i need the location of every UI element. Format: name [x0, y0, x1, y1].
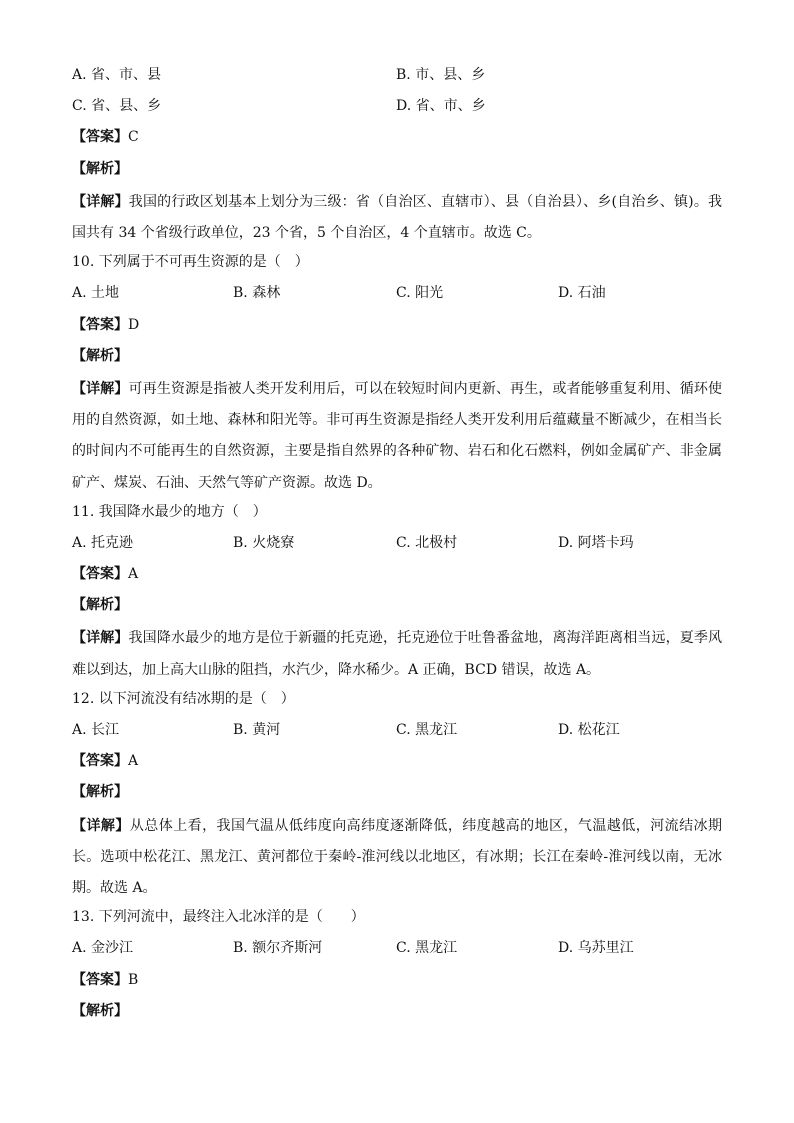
q11-analysis [72, 592, 722, 623]
q9-detail [72, 187, 722, 249]
q12-detail-text: 从总体上看，我国气温从低纬度向高纬度逐渐降低，纬度越高的地区，气温越低，河流结冰期长。选项中松花江、黑龙江、黄河都位于秦岭-淮河线以北地区，有冰期；长江在秦岭-淮河线以南，无冰期。故选 A。 [72, 817, 723, 897]
q12-option-b: B. 黄河 [233, 722, 281, 739]
q13-answer [72, 967, 722, 998]
q10-option-a: A. 土地 [72, 285, 120, 302]
q12-option-a: A. 长江 [72, 722, 120, 739]
q10-option-b: B. 森林 [233, 285, 281, 302]
q11-options [72, 530, 722, 561]
detail-tag: 【详解】 [72, 817, 130, 834]
q11-option-a: A. 托克逊 [72, 534, 134, 551]
answer-tag: 【答案】 [72, 753, 128, 770]
q10-detail [72, 374, 722, 499]
q10-analysis [72, 343, 722, 374]
q11-option-b: B. 火烧寮 [233, 534, 295, 551]
q9-analysis [72, 156, 722, 187]
q10-question: 10. 下列属于不可再生资源的是（ ） [72, 254, 309, 271]
q9-detail-text: 我国的行政区划基本上划分为三级：省（自治区、直辖市）、县（自治县）、乡(自治乡、镇)。我国共有 34 个省级行政单位，23 个省，5 个自治区，4 个直辖市。故选 C。 [72, 193, 723, 241]
q10-option-d: D. 石油 [558, 285, 606, 302]
q10-detail-text: 可再生资源是指被人类开发利用后，可以在较短时间内更新、再生，或者能够重复利用、循环使用的自然资源，如土地、森林和阳光等。非可再生资源是指经人类开发利用后蕴藏量不断减少，在相当长的时间内不可能再生的自然资源，主要是指自然界的各种矿物、岩石和化石燃料，例如金属矿产、非金属矿产、煤炭、石油、天然气等矿产资源。故选 D。 [72, 380, 723, 491]
q12-option-c: C. 黑龙江 [396, 722, 458, 739]
q12-answer [72, 748, 722, 779]
q9-options-row1 [72, 62, 722, 93]
answer-tag: 【答案】 [72, 566, 128, 583]
q10-option-c: C. 阳光 [396, 285, 444, 302]
q13-option-b: B. 额尔齐斯河 [233, 940, 323, 957]
q9-option-a: A. 省、市、县 [72, 67, 162, 83]
q12-detail [72, 811, 722, 905]
analysis-tag: 【解析】 [72, 597, 128, 614]
q10-answer [72, 312, 722, 343]
q11-detail [72, 623, 722, 685]
q12-options [72, 717, 722, 748]
q12-answer-value: A [128, 753, 139, 770]
exam-page [72, 62, 722, 1029]
answer-tag: 【答案】 [72, 129, 128, 146]
analysis-tag: 【解析】 [72, 347, 128, 364]
q9-option-c: C. 省、县、乡 [72, 98, 162, 115]
q11-detail-text: 我国降水最少的地方是位于新疆的托克逊，托克逊位于吐鲁番盆地，离海洋距离相当远，夏季风难以到达，加上高大山脉的阻挡，水汽少，降水稀少。A 正确，BCD 错误，故选 A。 [72, 630, 723, 678]
analysis-tag: 【解析】 [72, 784, 128, 801]
q13-option-d: D. 乌苏里江 [558, 940, 634, 957]
q9-option-b: B. 市、县、乡 [396, 67, 486, 83]
q13-analysis [72, 998, 722, 1029]
q10-answer-value: D [128, 316, 140, 333]
q11-question: 11. 我国降水最少的地方（ ） [72, 503, 267, 520]
q10-options [72, 280, 722, 311]
detail-tag: 【详解】 [72, 193, 129, 210]
q12-analysis [72, 779, 722, 810]
q9-options-row2 [72, 93, 722, 124]
detail-tag: 【详解】 [72, 380, 129, 397]
q11-option-d: D. 阿塔卡玛 [558, 534, 634, 551]
q13-answer-value: B [128, 971, 139, 988]
detail-tag: 【详解】 [72, 630, 129, 647]
q13-option-a: A. 金沙江 [72, 940, 134, 957]
q9-answer-value: C [128, 129, 139, 146]
q12-question: 12. 以下河流没有结冰期的是（ ） [72, 690, 295, 707]
q11-answer-value: A [128, 566, 139, 583]
answer-tag: 【答案】 [72, 316, 128, 333]
answer-tag: 【答案】 [72, 971, 128, 988]
q12-option-d: D. 松花江 [558, 722, 620, 739]
q13-options [72, 935, 722, 966]
q11-answer [72, 561, 722, 592]
q9-answer [72, 124, 722, 155]
q13-question: 13. 下列河流中，最终注入北冰洋的是（ ） [72, 909, 365, 926]
q11-option-c: C. 北极村 [396, 534, 458, 551]
analysis-tag: 【解析】 [72, 1002, 128, 1019]
q13-option-c: C. 黑龙江 [396, 940, 458, 957]
analysis-tag: 【解析】 [72, 160, 128, 177]
q9-option-d: D. 省、市、乡 [396, 98, 486, 115]
